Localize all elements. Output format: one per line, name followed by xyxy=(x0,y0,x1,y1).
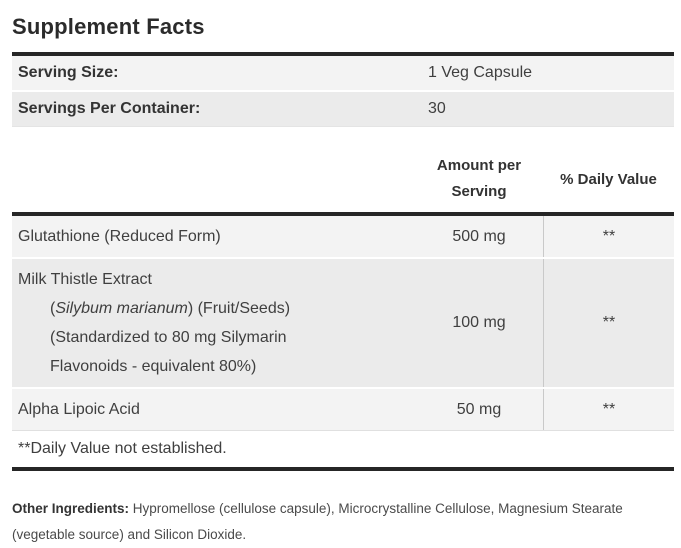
ingredient-amount: 500 mg xyxy=(452,227,506,245)
ingredient-row-alpha-lipoic-acid xyxy=(12,387,674,430)
ingredient-row-glutathione xyxy=(12,216,674,257)
ingredient-row-milk-thistle xyxy=(12,257,674,387)
servings-per-container-row xyxy=(12,90,674,126)
serving-size-row xyxy=(12,56,674,90)
serving-size-value: 1 Veg Capsule xyxy=(428,64,533,81)
ingredient-amount: 100 mg xyxy=(452,314,506,331)
amount-header-line2: Serving xyxy=(451,183,507,200)
ingredient-detail-line: (Standardized to 80 mg Silymarin xyxy=(50,329,287,346)
serving-size-label: Serving Size: xyxy=(18,64,119,81)
ingredient-detail-line: Flavonoids - equivalent 80%) xyxy=(50,358,257,375)
daily-value-footnote: **Daily Value not established. xyxy=(12,430,674,471)
column-header-row xyxy=(12,127,674,216)
other-ingredients xyxy=(12,496,674,548)
ingredient-daily-value: ** xyxy=(543,389,674,430)
ingredient-amount: 50 mg xyxy=(456,400,502,418)
amount-header-line1: Amount per xyxy=(436,157,522,174)
servings-per-container-value: 30 xyxy=(428,100,446,117)
ingredient-name xyxy=(12,259,415,387)
ingredient-daily-value: ** xyxy=(543,216,674,257)
scientific-name: Silybum marianum xyxy=(55,300,188,317)
ingredient-daily-value: ** xyxy=(543,259,674,387)
servings-per-container-label: Servings Per Container: xyxy=(18,100,201,117)
other-ingredients-text: Hypromellose (cellulose capsule), Microcrystalline Cellulose, Magnesium Stearate (vegetable source) and Silicon Dioxide. xyxy=(12,501,623,542)
other-ingredients-label: Other Ingredients: xyxy=(12,501,130,516)
ingredient-name: Glutathione (Reduced Form) xyxy=(18,228,221,245)
daily-value-header: % Daily Value xyxy=(560,170,657,188)
serving-info-section xyxy=(12,52,674,127)
panel-title: Supplement Facts xyxy=(12,14,205,39)
ingredient-detail-line: (Silybum marianum) (Fruit/Seeds) xyxy=(50,300,291,317)
facts-table xyxy=(12,52,674,471)
amount-per-serving-header xyxy=(415,153,543,205)
ingredient-name: Alpha Lipoic Acid xyxy=(18,401,140,418)
ingredient-name-main: Milk Thistle Extract xyxy=(18,271,152,288)
